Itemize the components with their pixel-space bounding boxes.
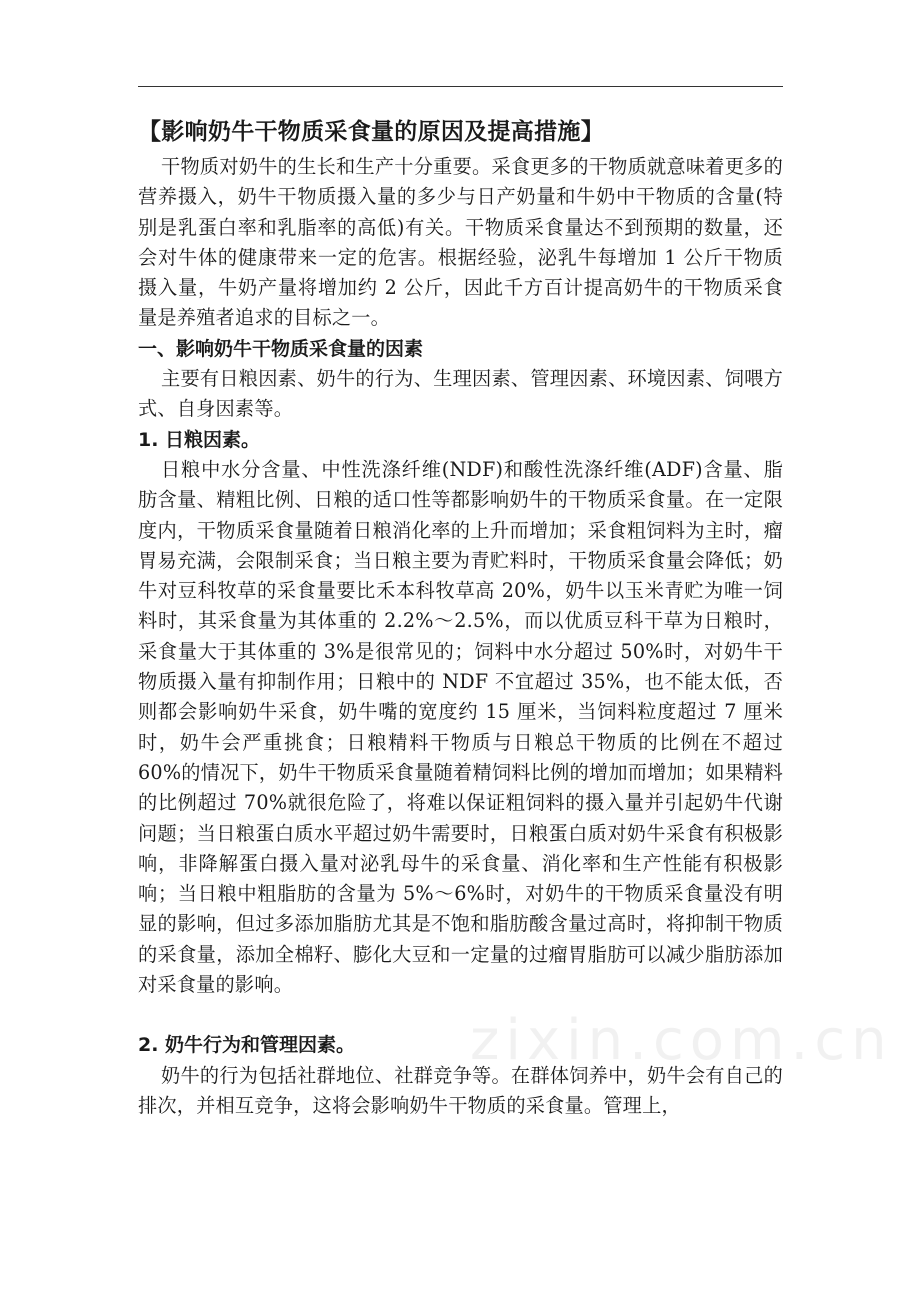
section-1-heading: 一、影响奶牛干物质采食量的因素: [138, 337, 424, 360]
paragraph-spacer: [138, 1000, 783, 1030]
subsection-2-paragraph: 奶牛的行为包括社群地位、社群竞争等。在群体饲养中，奶牛会有自己的排次，并相互竞争，这将会影响奶牛干物质的采食量。管理上，: [138, 1063, 783, 1117]
subsection-1-paragraph: 日粮中水分含量、中性洗涤纤维(NDF)和酸性洗涤纤维(ADF)含量、脂肪含量、精粗比例、日粮的适口性等都影响奶牛的干物质采食量。在一定限度内，干物质采食量随着日粮消化率的上升而增加；采食粗饲料为主时，瘤胃易充满，会限制采食；当日粮主要为青贮料时，干物质采食量会降低；奶牛对豆科牧草的采食量要比禾本科牧草高 20%，奶牛以玉米青贮为唯一饲料时，其采食量为其体重的 2.2%～2.5%，而以优质豆科干草为日粮时，采食量大于其体重的 3%是很常见的；饲料中水分超过 50%时，对奶牛干物质摄入量有抑制作用；日粮中的 NDF 不宜超过 35%，也不能太低，否则都会影响奶牛采食，奶牛嘴的宽度约 15 厘米，当饲料粒度超过 7 厘米时，奶牛会严重挑食；日粮精料干物质与日粮总干物质的比例在不超过 60%的情况下，奶牛干物质采食量随着精饲料比例的增加而增加；如果精料的比例超过 70%就很危险了，将难以保证粗饲料的摄入量并引起奶牛代谢问题；当日粮蛋白质水平超过奶牛需要时，日粮蛋白质对奶牛采食有积极影响，非降解蛋白摄入量对泌乳母牛的采食量、消化率和生产性能有积极影响；当日粮中粗脂肪的含量为 5%～6%时，对奶牛的干物质采食量没有明显的影响，但过多添加脂肪尤其是不饱和脂肪酸含量过高时，将抑制干物质的采食量，添加全棉籽、膨化大豆和一定量的过瘤胃脂肪可以减少脂肪添加对采食量的影响。: [138, 457, 783, 997]
watermark: zixin.com.cn: [470, 1008, 893, 1073]
subsection-2-heading: 2. 奶牛行为和管理因素。: [138, 1034, 356, 1057]
section-1-paragraph: 主要有日粮因素、奶牛的行为、生理因素、管理因素、环境因素、饲喂方式、自身因素等。: [138, 367, 783, 421]
document-title: 【影响奶牛干物质采食量的原因及提高措施】: [138, 119, 604, 145]
subsection-1-heading: 1. 日粮因素。: [138, 428, 261, 451]
document-body: [138, 114, 783, 1121]
intro-paragraph: 干物质对奶牛的生长和生产十分重要。采食更多的干物质就意味着更多的营养摄入，奶牛干物质摄入量的多少与日产奶量和牛奶中干物质的含量(特别是乳蛋白率和乳脂率的高低)有关。干物质采食量达不到预期的数量，还会对牛体的健康带来一定的危害。根据经验，泌乳牛每增加 1 公斤干物质摄入量，牛奶产量将增加约 2 公斤，因此千方百计提高奶牛的干物质采食量是养殖者追求的目标之一。: [138, 155, 783, 330]
header-rule: [138, 86, 783, 87]
